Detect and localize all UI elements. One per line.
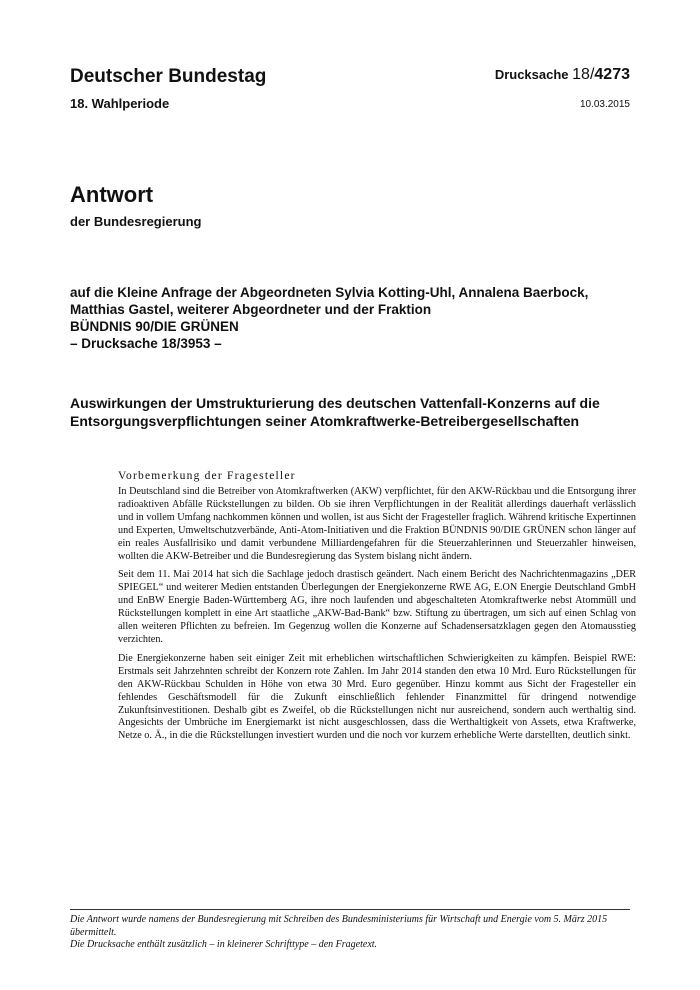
document-title: Antwort <box>70 182 154 207</box>
document-number-prefix: 18/ <box>572 66 595 83</box>
legislative-period: 18. Wahlperiode <box>70 96 170 111</box>
preliminary-remarks <box>118 470 636 749</box>
document-date: 10.03.2015 <box>579 99 630 110</box>
body-paragraph: In Deutschland sind die Betreiber von Atomkraftwerken (AKW) verpflichtet, für den AKW-Rückbau und die Entsorgung ihrer radioaktiven Abfälle Rückstellungen zu bilden. Ob sie ihren Verpflichtungen in der Realität allerdings dauerhaft verlässlich und in vollem Umfang nachkommen können und wollen, ist aus Sicht der Fragesteller fraglich. Während kritische Expertinnen und Experten, Umweltschutzverbände, Anti-Atom-Initiativen und die Fraktion BÜNDNIS 90/DIE GRÜNEN schon länger auf ein reales Ausfallrisiko und damit verbundene Milliardengefahren für die Steuerzahlerinnen und Steuerzahler hinweisen, wollten die AKW-Betreiber und die Bundesregierung das System bislang nicht ändern. <box>118 486 636 562</box>
inquiry-line: – Drucksache 18/3953 – <box>70 336 222 351</box>
inquiry-reference <box>70 284 640 352</box>
preliminary-heading: Vorbemerkung der Fragesteller <box>118 470 296 482</box>
document-label: Drucksache <box>494 67 569 82</box>
inquiry-line: Matthias Gastel, weiterer Abgeordneter und der Fraktion <box>70 302 432 317</box>
body-paragraph: Die Energiekonzerne haben seit einiger Zeit mit erheblichen wirtschaftlichen Schwierigkeiten zu kämpfen. Beispiel RWE: Erstmals seit Jahrzehnten schreibt der Konzern rote Zahlen. Im Jahr 2014 standen den etwa 10 Mrd. Euro Rückstellungen für den AKW-Rückbau Schulden in Höhe von etwa 30 Mrd. Euro gegenüber. Hinzu kommt aus Sicht der Fragesteller ein fehlendes Geschäftsmodell für die Zukunft einschließlich fehlender Finanzmittel für dringend notwendige Zukunftsinvestitionen. Deshalb gibt es Zweifel, ob die Rückstellungen nicht nur ausreichend, sondern auch werthaltig sind. Angesichts der Umbrüche im Energiemarkt ist nicht ausgeschlossen, dass die Werthaltigkeit von Assets, etwa Kraftwerke, Netze o. Ä., in die die Rückstellungen investiert wurden und die noch vor kurzem erhebliche Werte darstellten, deutlich sinkt. <box>118 652 636 742</box>
document-number-value: 4273 <box>594 66 630 83</box>
body-paragraph: Seit dem 11. Mai 2014 hat sich die Sachlage jedoch drastisch geändert. Nach einem Bericht des Nachrichtenmagazins „DER SPIEGEL“ und weiterer Medien entstanden Überlegungen der Energiekonzerne RWE AG, E.ON Energie Deutschland GmbH und EnBW Energie Baden-Württemberg AG, ihre noch laufenden und abgeschalteten Atomkraftwerke nebst Atommüll und Rückstellungen komplett in eine Art staatliche „AKW-Bad-Bank“ bzw. Stiftung zu übertragen, um sich auf einen Schlag von allen weiteren Pflichten zu befreien. Im Gegenzug wollen die Konzerne auf Schadensersatzklagen gegen den Atomausstieg verzichten. <box>118 569 636 645</box>
organization-name: Deutscher Bundestag <box>70 66 267 87</box>
subject-heading <box>70 394 640 430</box>
footnote-line: Die Drucksache enthält zusätzlich – in kleinerer Schrifttype – den Fragetext. <box>70 939 378 951</box>
document-subtitle: der Bundesregierung <box>70 214 202 229</box>
footnote <box>70 914 640 952</box>
subject-line: Entsorgungsverpflichtungen seiner Atomkraftwerke-Betreibergesellschaften <box>70 413 580 429</box>
footnote-line: Die Antwort wurde namens der Bundesregierung mit Schreiben des Bundesministeriums für Wirtschaft und Energie vom 5. März 2015 übermittelt. <box>70 914 608 938</box>
inquiry-line: BÜNDNIS 90/DIE GRÜNEN <box>70 319 239 334</box>
subject-line: Auswirkungen der Umstrukturierung des deutschen Vattenfall-Konzerns auf die <box>70 395 600 411</box>
footer-divider <box>70 909 630 910</box>
inquiry-line: auf die Kleine Anfrage der Abgeordneten Sylvia Kotting-Uhl, Annalena Baerbock, <box>70 285 589 300</box>
document-number <box>495 66 630 84</box>
